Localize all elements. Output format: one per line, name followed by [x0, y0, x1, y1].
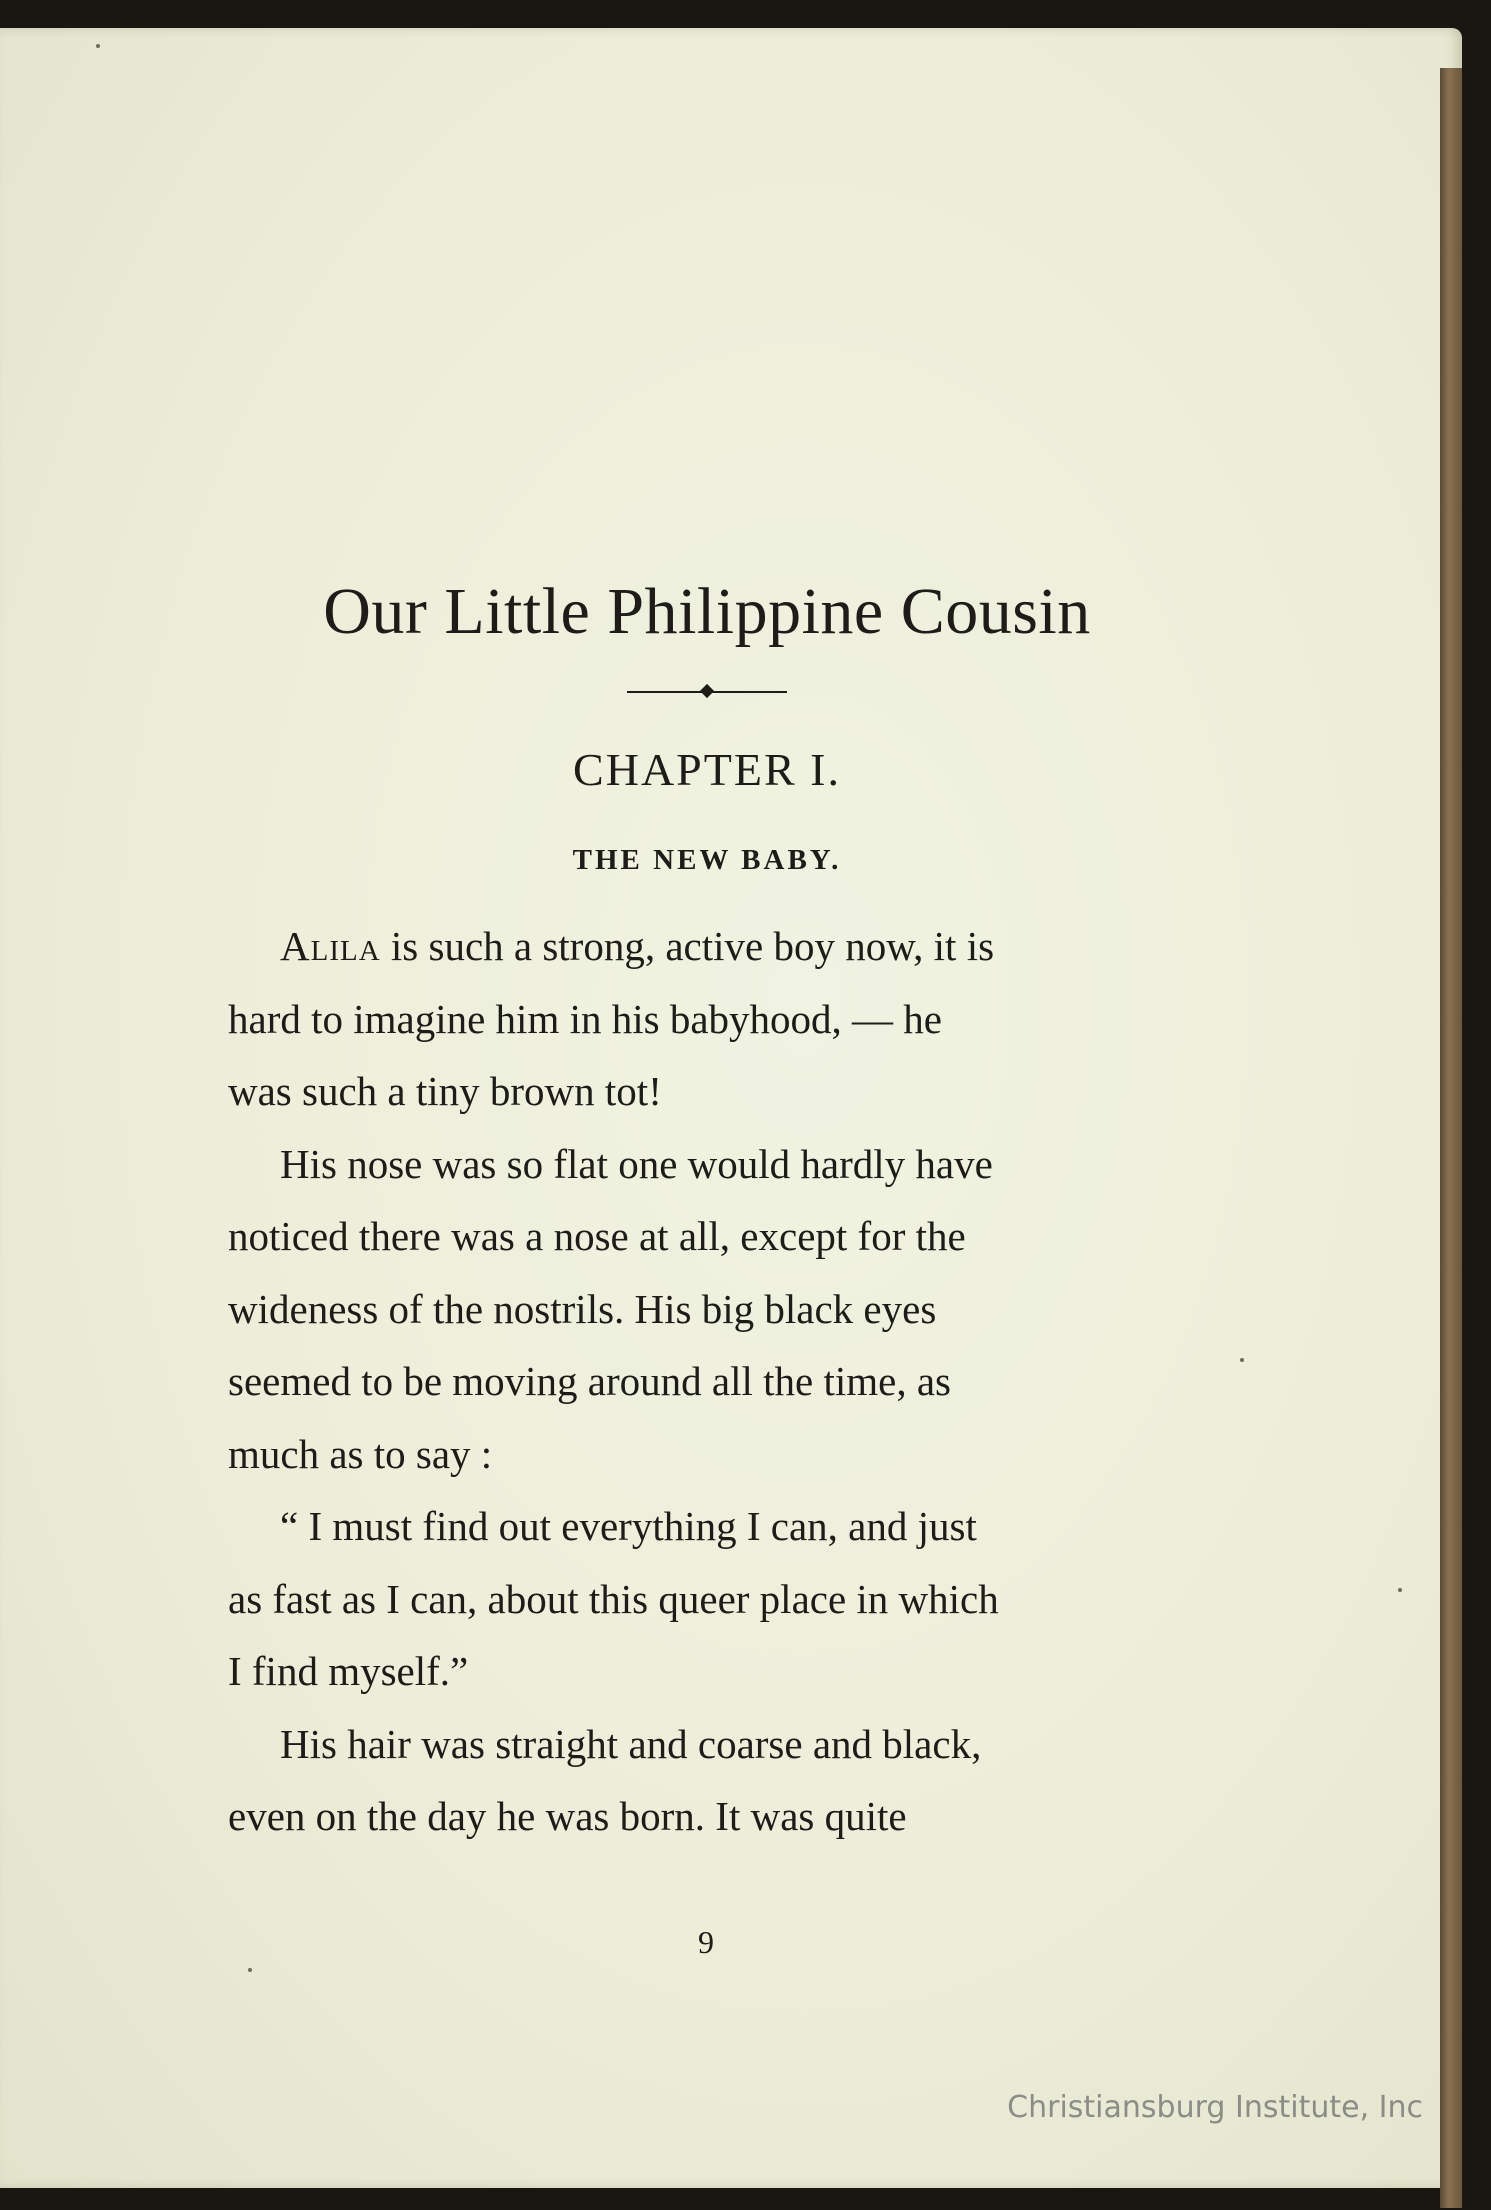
chapter-body	[228, 910, 1186, 1853]
paragraph	[228, 910, 1186, 1128]
drop-word: Alila	[280, 923, 381, 969]
text-line: His nose was so flat one would hardly have	[280, 1140, 993, 1187]
paper-speck	[1398, 1588, 1402, 1592]
title-ornament	[627, 682, 787, 702]
paragraph	[228, 1490, 1186, 1708]
paragraph	[228, 1128, 1186, 1491]
text-line-rest: is such a strong, active boy now, it is	[380, 923, 995, 969]
chapter-title: THE NEW BABY.	[572, 844, 842, 876]
text-line: wideness of the nostrils. His big black eyes	[228, 1285, 937, 1332]
paper-speck	[1240, 1358, 1244, 1362]
paragraph	[228, 1708, 1186, 1853]
text-line: was such a tiny brown tot!	[228, 1068, 662, 1114]
page-number: 9	[698, 1924, 714, 1960]
page-text	[228, 568, 1186, 1853]
paper-speck	[248, 1968, 252, 1972]
book-page	[0, 28, 1462, 2188]
text-line: “ I must find out everything I can, and just	[280, 1503, 977, 1549]
text-line: hard to imagine him in his babyhood, — he	[228, 995, 942, 1042]
book-edge	[1440, 68, 1462, 2208]
ornament-diamond-icon	[700, 684, 714, 698]
text-line: His hair was straight and coarse and black,	[280, 1720, 982, 1767]
book-title: Our Little Philippine Cousin	[323, 575, 1091, 648]
chapter-heading: CHAPTER I.	[573, 744, 841, 795]
text-line: as fast as I can, about this queer place in which	[228, 1575, 999, 1622]
text-line: seemed to be moving around all the time, as	[228, 1358, 952, 1404]
paper-speck	[96, 44, 100, 48]
text-line: noticed there was a nose at all, except for the	[228, 1213, 966, 1259]
text-line: much as to say :	[228, 1430, 493, 1477]
watermark: Christiansburg Institute, Inc	[1007, 2090, 1423, 2125]
text-line: even on the day he was born. It was quite	[228, 1793, 907, 1839]
text-line	[228, 910, 1186, 983]
text-line: I find myself.”	[228, 1648, 469, 1694]
